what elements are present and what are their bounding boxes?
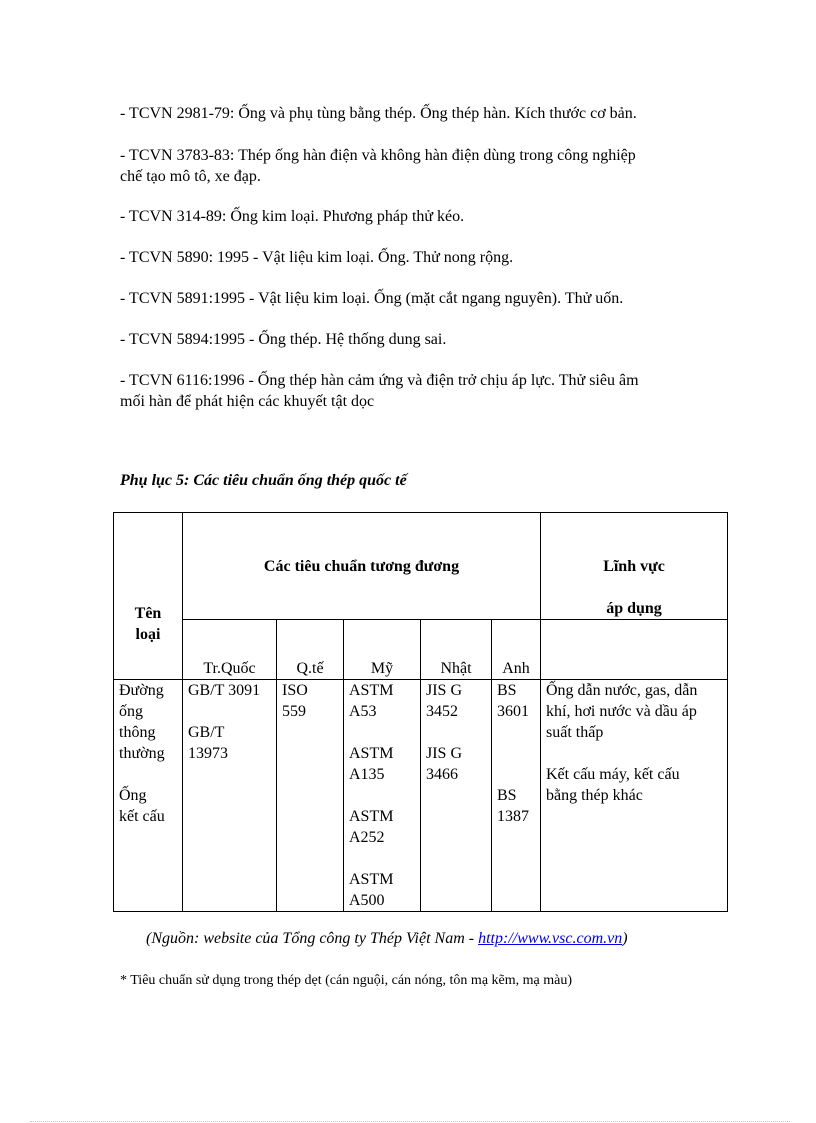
cell-japan xyxy=(421,680,492,912)
appendix-title: Phụ lục 5: Các tiêu chuẩn ống thép quốc tế xyxy=(120,472,407,489)
cell-line xyxy=(497,722,535,743)
header-line: Tên xyxy=(134,605,162,622)
cell-line xyxy=(188,701,271,722)
cell-line: 13973 xyxy=(188,745,228,762)
standard-item-7 xyxy=(120,370,710,412)
header-international: Q.tế xyxy=(277,620,344,680)
cell-line: BS xyxy=(497,682,517,699)
cell-line: A500 xyxy=(349,892,385,909)
header-scope-blank xyxy=(541,620,728,680)
cell-line: JIS G xyxy=(426,745,463,762)
cell-line: khí, hơi nước và dầu áp xyxy=(546,703,697,720)
standard-line: mối hàn để phát hiện các khuyết tật dọc xyxy=(120,393,375,410)
standard-item-5 xyxy=(120,288,710,309)
cell-usa xyxy=(344,680,421,912)
cell-line xyxy=(546,743,722,764)
cell-line: ISO xyxy=(282,682,308,699)
header-usa: Mỹ xyxy=(344,620,421,680)
cell-line: Kết cấu máy, kết cấu xyxy=(546,766,680,783)
standard-line: chế tạo mô tô, xe đạp. xyxy=(120,168,261,185)
cell-line xyxy=(349,848,415,869)
standard-line: - TCVN 6116:1996 - Ống thép hàn cảm ứng và điện trở chịu áp lực. Thử siêu âm xyxy=(120,372,639,389)
cell-line: kết cấu xyxy=(119,808,165,825)
cell-line: GB/T 3091 xyxy=(188,682,261,699)
cell-line: suất thấp xyxy=(546,724,604,741)
cell-line: Ống dẫn nước, gas, dẫn xyxy=(546,682,698,699)
standard-item-4 xyxy=(120,247,710,268)
source-prefix: (Nguồn: website của Tổng công ty Thép Việt Nam - xyxy=(146,930,479,947)
header-uk: Anh xyxy=(492,620,541,680)
cell-line: 3601 xyxy=(497,703,529,720)
header-line: loại xyxy=(135,626,161,643)
standard-item-1 xyxy=(120,103,710,124)
cell-line xyxy=(349,785,415,806)
cell-line: GB/T xyxy=(188,724,225,741)
standard-line: - TCVN 3783-83: Thép ống hàn điện và không hàn điện dùng trong công nghiệp xyxy=(120,147,636,164)
cell-line: ASTM xyxy=(349,682,394,699)
standard-line: - TCVN 314-89: Ống kim loại. Phương pháp thử kéo. xyxy=(120,208,465,225)
cell-line: 3452 xyxy=(426,703,458,720)
table-row xyxy=(114,680,728,912)
cell-line: BS xyxy=(497,787,517,804)
cell-type-name xyxy=(114,680,183,912)
cell-line: ống xyxy=(119,703,143,720)
standard-item-3 xyxy=(120,206,710,227)
cell-line: Đường xyxy=(119,682,164,699)
header-equivalent-standards: Các tiêu chuẩn tương đương xyxy=(183,513,541,620)
cell-line: thường xyxy=(119,745,165,762)
source-link[interactable]: http://www.vsc.com.vn xyxy=(478,930,623,947)
header-japan: Nhật xyxy=(421,620,492,680)
cell-line: Ống xyxy=(119,787,147,804)
cell-line xyxy=(119,764,177,785)
cell-line xyxy=(497,743,535,764)
cell-line xyxy=(349,722,415,743)
cell-line: A252 xyxy=(349,829,385,846)
standard-line: - TCVN 5894:1995 - Ống thép. Hệ thống dung sai. xyxy=(120,331,447,348)
standard-line: - TCVN 5890: 1995 - Vật liệu kim loại. Ống. Thử nong rộng. xyxy=(120,249,514,266)
header-china: Tr.Quốc xyxy=(183,620,277,680)
standard-line: - TCVN 2981-79: Ống và phụ tùng bằng thép. Ống thép hàn. Kích thước cơ bản. xyxy=(120,105,637,122)
source-suffix: ) xyxy=(622,930,628,947)
cell-line: 1387 xyxy=(497,808,529,825)
cell-line: ASTM xyxy=(349,745,394,762)
header-line: Lĩnh vực xyxy=(603,558,665,575)
cell-scope xyxy=(541,680,728,912)
cell-china xyxy=(183,680,277,912)
cell-uk xyxy=(492,680,541,912)
header-type-name xyxy=(114,513,183,680)
cell-line: ASTM xyxy=(349,808,394,825)
cell-line: 559 xyxy=(282,703,306,720)
standard-line: - TCVN 5891:1995 - Vật liệu kim loại. Ống (mặt cắt ngang nguyên). Thử uốn. xyxy=(120,290,624,307)
footnote: * Tiêu chuẩn sử dụng trong thép dẹt (cán nguội, cán nóng, tôn mạ kẽm, mạ màu) xyxy=(120,973,573,988)
cell-line: thông xyxy=(119,724,156,741)
standard-item-2 xyxy=(120,145,710,187)
cell-line: A135 xyxy=(349,766,385,783)
cell-line: 3466 xyxy=(426,766,458,783)
page-bottom-divider xyxy=(30,1121,790,1122)
cell-line xyxy=(426,722,486,743)
standards-table xyxy=(113,512,728,912)
cell-line: bằng thép khác xyxy=(546,787,643,804)
cell-line xyxy=(497,764,535,785)
standard-item-6 xyxy=(120,329,710,350)
cell-international xyxy=(277,680,344,912)
cell-line: ASTM xyxy=(349,871,394,888)
source-citation xyxy=(146,930,628,948)
cell-line: JIS G xyxy=(426,682,463,699)
header-scope xyxy=(541,513,728,620)
header-line: áp dụng xyxy=(606,600,662,617)
cell-line: A53 xyxy=(349,703,377,720)
